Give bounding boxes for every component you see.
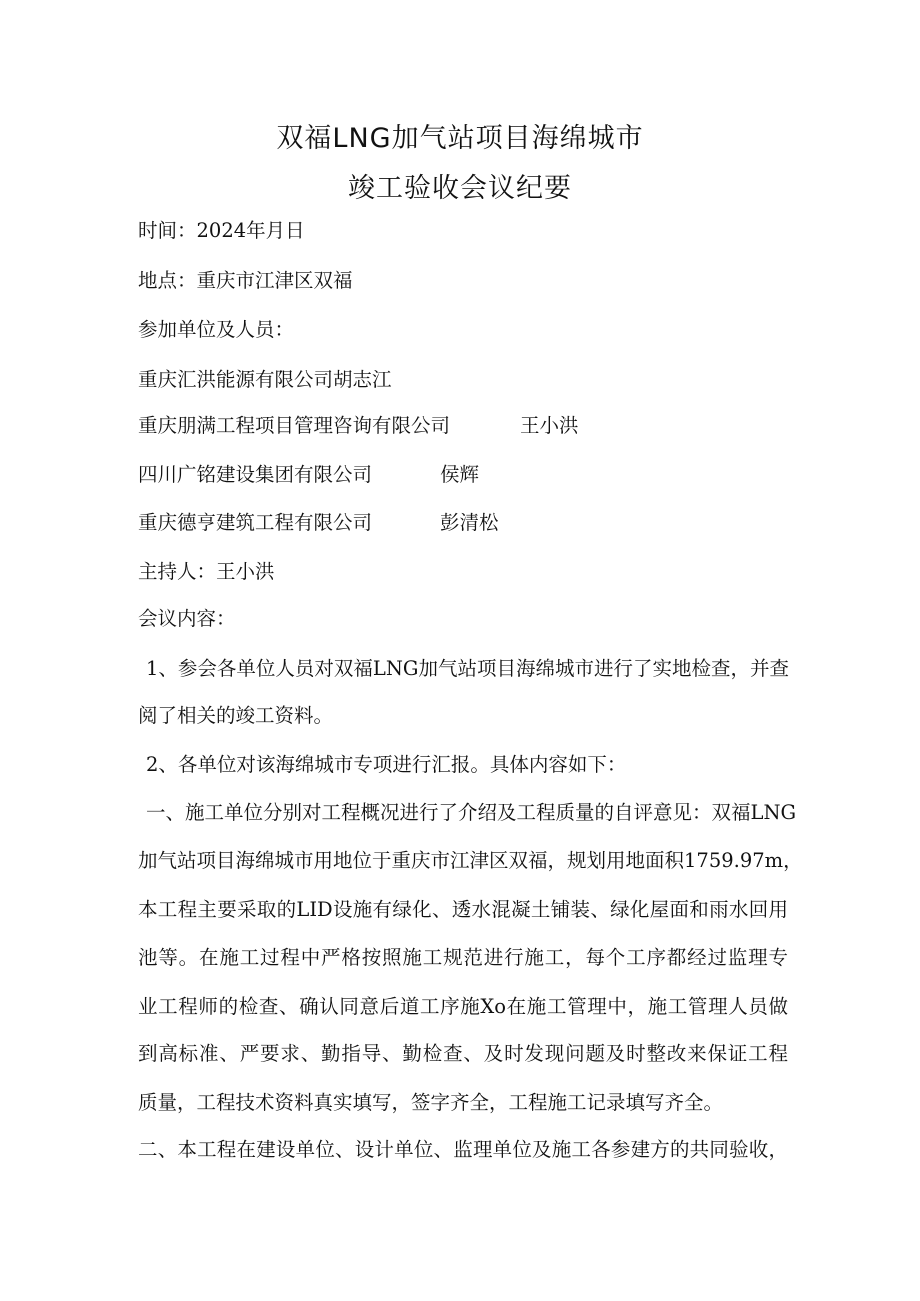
body-line: 一、施工单位分别对工程概况进行了介绍及工程质量的自评意见：双福LNG <box>146 801 797 824</box>
body-line: 质量，工程技术资料真实填写，签字齐全，工程施工记录填写齐全。 <box>138 1091 724 1114</box>
body-line: 加气站项目海绵城市用地位于重庆市江津区双福，规划用地面积1759.97m， <box>138 849 803 872</box>
body-line: 二、本工程在建设单位、设计单位、监理单位及施工各参建方的共同验收， <box>138 1138 788 1161</box>
participant-org: 重庆汇洪能源有限公司胡志江 <box>138 368 392 391</box>
body-line: 2、各单位对该海绵城市专项进行汇报。具体内容如下： <box>146 753 627 776</box>
body-line: 本工程主要采取的LID设施有绿化、透水混凝土铺装、绿化屋面和雨水回用 <box>138 898 788 921</box>
content-label: 会议内容： <box>138 607 236 630</box>
participant-name: 王小洪 <box>520 414 579 437</box>
body-line: 池等。在施工过程中严格按照施工规范进行施工，每个工序都经过监理专 <box>138 946 788 969</box>
participant-org: 重庆德亨建筑工程有限公司 <box>138 511 373 534</box>
participant-name: 侯辉 <box>440 463 480 486</box>
body-line: 到高标准、严要求、勤指导、勤检查、及时发现问题及时整改来保证工程 <box>138 1042 788 1065</box>
participant-org: 重庆朋满工程项目管理咨询有限公司 <box>138 414 451 437</box>
participants-label: 参加单位及人员： <box>138 318 295 341</box>
body-line: 阅了相关的竣工资料。 <box>138 704 334 727</box>
meeting-time: 时间：2024年月日 <box>138 219 305 242</box>
body-line: 1、参会各单位人员对双福LNG加气站项目海绵城市进行了实地检查，并查 <box>146 657 789 680</box>
body-line: 业工程师的检查、确认同意后道工序施Xo在施工管理中，施工管理人员做 <box>138 995 788 1018</box>
document-title-line-1: 双福LNG加气站项目海绵城市 <box>276 123 644 154</box>
meeting-location: 地点：重庆市江津区双福 <box>138 269 353 292</box>
participant-name: 彭清松 <box>440 511 499 534</box>
meeting-host: 主持人：王小洪 <box>138 560 275 583</box>
participant-org: 四川广铭建设集团有限公司 <box>138 463 373 486</box>
document-title-line-2: 竣工验收会议纪要 <box>348 173 572 204</box>
